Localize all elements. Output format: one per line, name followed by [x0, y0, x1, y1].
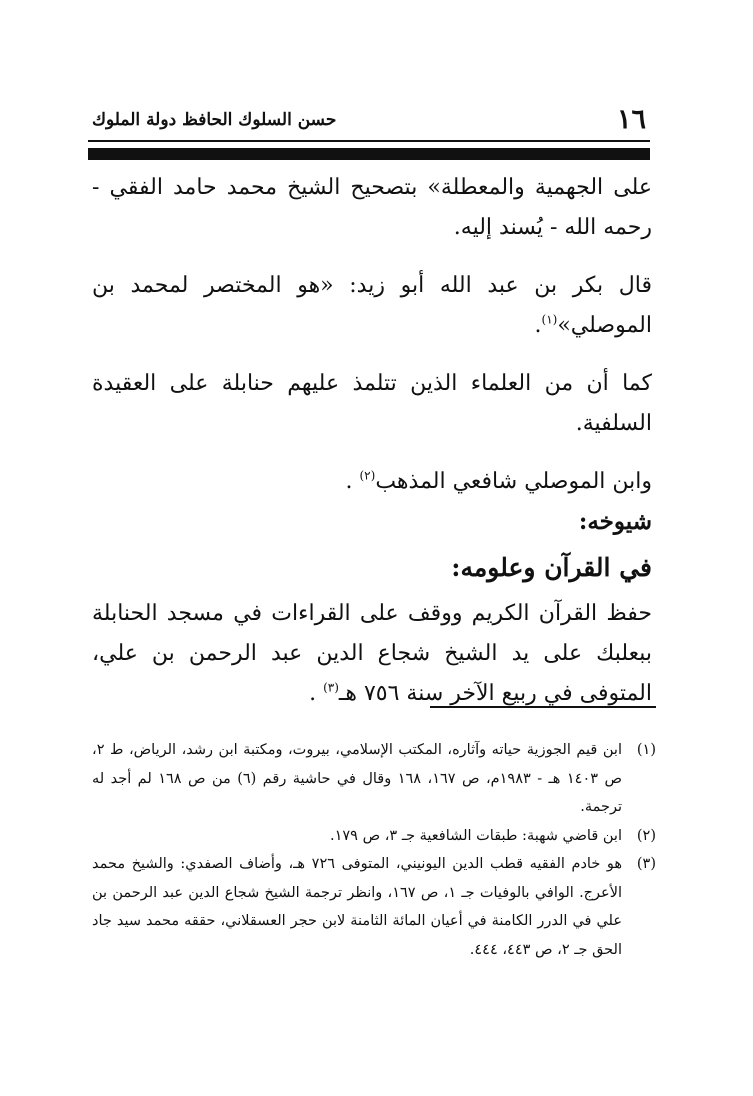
- paragraph-1-text: على الجهمية والمعطلة» بتصحيح الشيخ محمد حامد الفقي - رحمه الله - يُسند إليه.: [92, 175, 652, 240]
- paragraph-3-text: كما أن من العلماء الذين تتلمذ عليهم حنابلة على العقيدة السلفية.: [92, 371, 652, 436]
- running-title: حسن السلوك الحافظ دولة الملوك: [92, 110, 337, 130]
- footnote-3: [92, 850, 656, 964]
- paragraph-5-end: .: [309, 681, 324, 706]
- paragraph-5: [92, 594, 652, 714]
- paragraph-4-end: .: [345, 469, 360, 494]
- paragraph-4: [92, 462, 652, 502]
- footnote-ref-2: (٢): [359, 468, 376, 483]
- footnote-text: هو خادم الفقيه قطب الدين اليونيني، المتوفى ٧٢٦ هـ، وأضاف الصفدي: والشيخ محمد الأعرج. الوافي بالوفيات جـ ١، ص ١٦٧، وانظر ترجمة الشيخ شجاع الدين عبد الرحمن بن علي في الدرر الكامنة في أعيان المائة الثامنة لابن حجر العسقلاني، حققه محمد سيد جاد الحق جـ ٢، ص ٤٤٣، ٤٤٤.: [92, 856, 622, 958]
- footnote-2: [92, 822, 656, 851]
- footnote-text: ابن قيم الجوزية حياته وآثاره، المكتب الإسلامي، بيروت، ومكتبة ابن رشد، الرياض، ط ٢، ص ١٤٠٣ هـ - ١٩٨٣م، ص ١٦٧، ١٦٨ وقال في حاشية رقم (٦) من ص ١٦٨ لم أجد له ترجمة.: [92, 742, 623, 815]
- footnote-separator: [430, 706, 656, 708]
- header-rule-thin: [88, 140, 650, 142]
- subheading-quran: في القرآن وعلومه:: [451, 553, 652, 582]
- footnote-ref-1: (١): [541, 312, 558, 327]
- footnote-number: (٢): [636, 827, 656, 844]
- header-rule-thick: [88, 148, 650, 160]
- paragraph-2: [92, 266, 652, 346]
- paragraph-3: [92, 364, 652, 444]
- page-header: [88, 100, 650, 134]
- footnote-text: ابن قاضي شهبة: طبقات الشافعية جـ ٣، ص ١٧٩.: [330, 827, 622, 844]
- paragraph-4-text: وابن الموصلي شافعي المذهب: [375, 469, 652, 494]
- main-text: [92, 168, 652, 714]
- footnote-number: (٣): [636, 856, 656, 872]
- paragraph-2-text: قال بكر بن عبد الله أبو زيد: «هو المختصر لمحمد بن الموصلي»: [92, 273, 652, 338]
- footnote-1: [92, 736, 656, 822]
- footnote-ref-3: (٣): [323, 680, 339, 695]
- paragraph-5-text: حفظ القرآن الكريم ووقف على القراءات في مسجد الحنابلة ببعلبك على يد الشيخ شجاع الدين عبد الرحمن بن علي، المتوفى في ربيع الآخر سنة ٧٥٦ هـ: [92, 601, 652, 706]
- paragraph-2-end: .: [534, 313, 542, 338]
- footnote-number: (١): [636, 742, 656, 758]
- page-number: ١٦: [616, 104, 646, 135]
- paragraph-1: [92, 168, 652, 248]
- footnotes: [92, 736, 656, 964]
- section-heading-teachers: شيوخه:: [578, 508, 652, 535]
